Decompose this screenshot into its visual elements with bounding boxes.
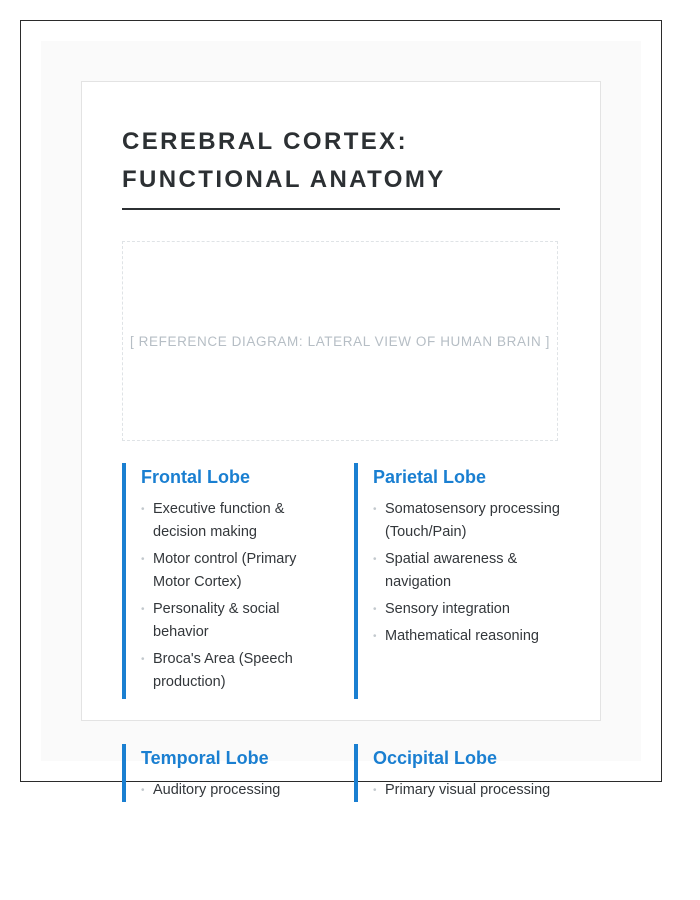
- page-title: [122, 123, 562, 199]
- bullet-dot-icon: •: [141, 654, 145, 665]
- list-item: [373, 598, 564, 621]
- diagram-placeholder-text: [ REFERENCE DIAGRAM: LATERAL VIEW OF HUMAN BRAIN ]: [129, 333, 551, 349]
- bullet-dot-icon: •: [373, 604, 377, 615]
- list-item: [373, 625, 564, 648]
- bullet-dot-icon: •: [141, 785, 145, 796]
- list-item: [373, 548, 564, 594]
- list-item-text: Broca's Area (Speech production): [153, 651, 293, 690]
- bullet-dot-icon: •: [141, 604, 145, 615]
- list-item: [141, 648, 322, 694]
- list-item: [141, 598, 322, 644]
- bullet-dot-icon: •: [373, 631, 377, 642]
- page-title-line-2: FUNCTIONAL ANATOMY: [122, 166, 446, 193]
- page-title-line-1: CEREBRAL CORTEX:: [122, 128, 408, 155]
- list-item-text: Executive function & decision making: [153, 501, 285, 540]
- lobe-function-list: [141, 779, 322, 802]
- lobe-card-frontal: [122, 463, 322, 699]
- list-item: [141, 498, 322, 544]
- list-item-text: Auditory processing: [153, 782, 281, 798]
- list-item-text: Somatosensory processing (Touch/Pain): [385, 501, 560, 540]
- list-item: [373, 498, 564, 544]
- list-item-text: Motor control (Primary Motor Cortex): [153, 551, 297, 590]
- bullet-dot-icon: •: [373, 554, 377, 565]
- list-item-text: Spatial awareness & navigation: [385, 551, 518, 590]
- list-item-text: Primary visual processing: [385, 782, 551, 798]
- lobe-function-list: [373, 779, 564, 802]
- list-item: [141, 548, 322, 594]
- bullet-dot-icon: •: [373, 785, 377, 796]
- list-item-text: Sensory integration: [385, 601, 510, 617]
- lobe-title: Occipital Lobe: [373, 748, 498, 768]
- lobe-card-parietal: [354, 463, 564, 699]
- lobe-function-list: [141, 498, 322, 694]
- bullet-dot-icon: •: [141, 504, 145, 515]
- list-item-text: Personality & social behavior: [153, 601, 280, 640]
- lobe-title: Parietal Lobe: [373, 467, 487, 487]
- lobe-card-temporal: [122, 744, 322, 802]
- list-item: [141, 779, 322, 802]
- lobe-card-occipital: [354, 744, 564, 802]
- lobe-title: Temporal Lobe: [141, 748, 269, 768]
- list-item-text: Mathematical reasoning: [385, 628, 539, 644]
- title-divider: [122, 208, 560, 210]
- lobe-title: Frontal Lobe: [141, 467, 250, 487]
- list-item: [373, 779, 564, 802]
- bullet-dot-icon: •: [373, 504, 377, 515]
- diagram-placeholder: [122, 241, 558, 441]
- lobe-function-list: [373, 498, 564, 648]
- bullet-dot-icon: •: [141, 554, 145, 565]
